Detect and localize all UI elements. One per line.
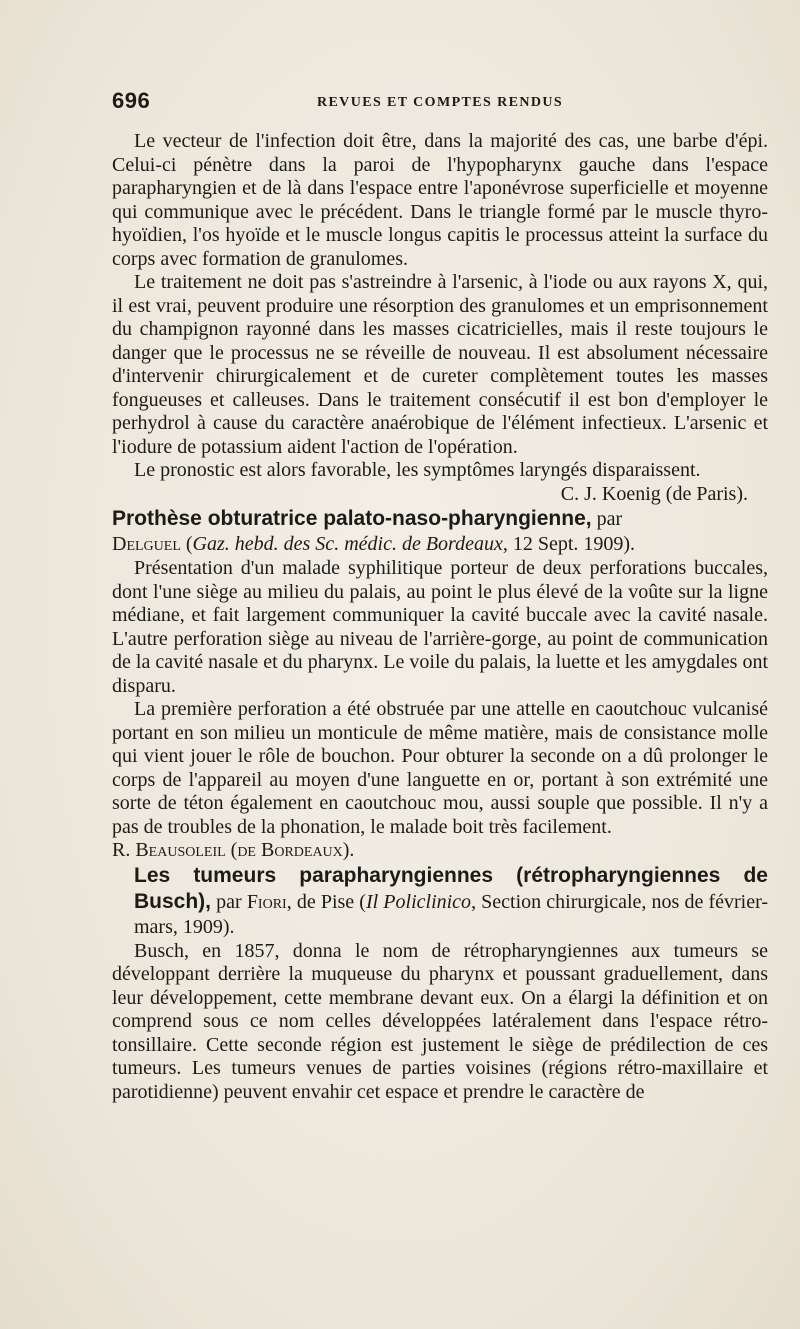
- article3-source: Il Policlinico: [365, 890, 472, 913]
- article2-author: Delguel: [112, 533, 181, 555]
- article3-heading: Les tumeurs parapharyngiennes (rétropharyngiennes de Busch), par Fiori, de Pise (Il Policlinico, Section chirurgicale, nos de février-mars, 1909).: [134, 863, 768, 938]
- article3-author: Fiori: [246, 890, 287, 913]
- article1-signature: C. J. Koenig (de Paris).: [560, 482, 748, 505]
- running-title: REVUES ET COMPTES RENDUS: [316, 95, 564, 110]
- article2-source: Gaz. hebd. des Sc. médic. de Bordeaux: [192, 533, 503, 555]
- article2-title: Prothèse obturatrice palato-naso-pharyngienne,: [112, 507, 592, 530]
- page-number: 696: [112, 88, 151, 113]
- article3-paragraph-1: Busch, en 1857, donna le nom de rétropharyngiennes aux tumeurs se développant derrière la muqueuse du pharynx et poussant graduellement, dans leur développement, cette membrane devant eux. On a élargi la définition et on comprend sous ce nom celles développées latéralement dans l'espace rétro-tonsillaire. Cette seconde région est justement le siège de prédilection de ces tumeurs. Les tumeurs venues de parties voisines (régions rétro-maxillaire et parotidienne) peuvent envahir cet espace et prendre le caractère de: [112, 939, 768, 1103]
- article1-paragraph-1: Le vecteur de l'infection doit être, dans la majorité des cas, une barbe d'épi. Celui-ci pénètre dans la paroi de l'hypopharynx gauche dans l'espace parapharyngien et de là dans l'espace entre l'aponévrose superficielle et moyenne qui communique avec le précédent. Dans le triangle formé par le muscle thyro-hyoïdien, l'os hyoïde et le muscle longus capitis le processus atteint la surface du corps avec formation de granulomes.: [112, 130, 768, 270]
- article2-paragraph-1: Présentation d'un malade syphilitique porteur de deux perforations buccales, dont l'une siège au milieu du palais, au point le plus élevé de la voûte sur la ligne médiane, et fait largement communiquer la cavité buccale avec la cavité nasale. L'autre perforation siège au niveau de l'arrière-gorge, au point de communication de la cavité nasale et du pharynx. Le voile du palais, la luette et les amygdales ont disparu.: [112, 557, 768, 697]
- article3-title: Les tumeurs parapharyngiennes (rétropharyngiennes de Busch),: [134, 863, 768, 913]
- article2-heading: Prothèse obturatrice palato-naso-pharyngienne, par Delguel (Gaz. hebd. des Sc. médic. de Bordeaux, 12 Sept. 1909).: [112, 507, 636, 555]
- body-text: [112, 130, 768, 1104]
- article1-paragraph-3: Le pronostic est alors favorable, les symptômes laryngés disparaissent. C. J. Koenig (de Paris).: [112, 459, 768, 483]
- running-head: [112, 88, 768, 120]
- article1-paragraph-2: Le traitement ne doit pas s'astreindre à l'arsenic, à l'iode ou aux rayons X, qui, il est vrai, peuvent produire une résorption des granulomes et un emprisonnement du champignon rayonné dans les masses cicatricielles, mais il reste toujours le danger que le processus ne se réveille de nouveau. Il est absolument nécessaire d'intervenir chirurgicalement et de cureter complètement toutes les masses fongueuses et calleuses. Dans le traitement consécutif il est bon d'employer le perhydrol à cause du caractère anaérobique de l'élément infectieux. L'arsenic et l'iodure de potassium aident l'action de l'opération.: [112, 271, 768, 458]
- article2-paragraph-2: La première perforation a été obstruée par une attelle en caoutchouc vulcanisé portant en son milieu un monticule de même matière, mais de consistance molle qui vient jouer le rôle de bouchon. Pour obturer la seconde on a dû prolonger le corps de l'appareil au moyen d'une languette en or, portant à son extrémité une sorte de téton également en caoutchouc mou, aussi souple que possible. Il n'y a pas de troubles de la phonation, le malade boit très facilement.: [112, 698, 768, 838]
- article2-signature: R. Beausoleil (de Bordeaux).: [112, 839, 355, 861]
